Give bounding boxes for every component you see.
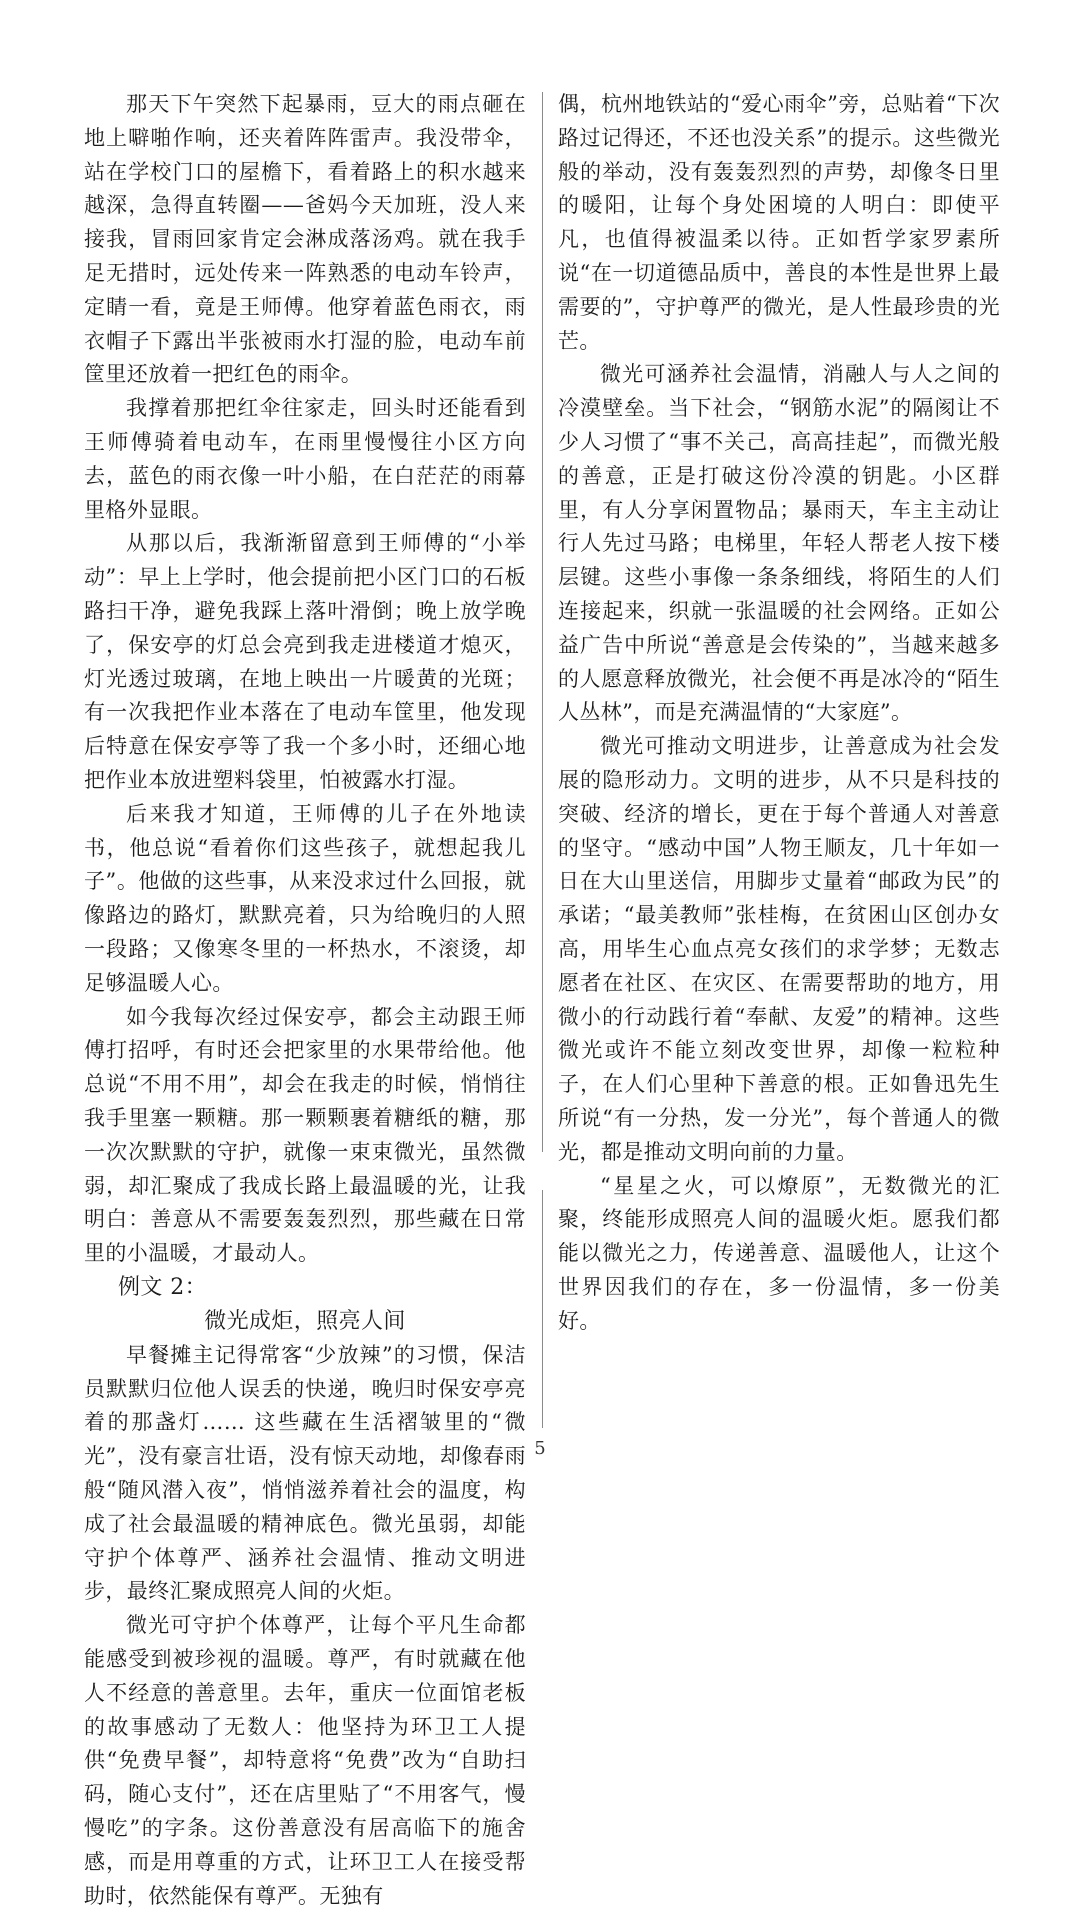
paragraph: 微光可涵养社会温情，消融人与人之间的冷漠壁垒。当下社会，“钢筋水泥”的隔阂让不少人习惯了“事不关己，高高挂起”，而微光般的善意，正是打破这份冷漠的钥匙。小区群里，有人分享闲置物品；暴雨天，车主主动让行人先过马路；电梯里，年轻人帮老人按下楼层键。这些小事像一条条细线，将陌生的人们连接起来，织就一张温暖的社会网络。正如公益广告中所说“善意是会传染的”，当越来越多的人愿意释放微光，社会便不再是冰冷的“陌生人丛林”，而是充满温情的“大家庭”。 [558,362,1000,725]
paragraph: “星星之火，可以燎原”，无数微光的汇聚，终能形成照亮人间的温暖火炬。愿我们都能以微光之力，传递善意、温暖他人，让这个世界因我们的存在，多一份温情，多一份美好。 [558,1173,1000,1333]
column-divider [542,1190,543,1428]
paragraph: 从那以后，我渐渐留意到王师傅的“小举动”：早上上学时，他会提前把小区门口的石板路扫干净，避免我踩上落叶滑倒；晚上放学晚了，保安亭的灯总会亮到我走进楼道才熄灭，灯光透过玻璃，在地上映出一片暖黄的光斑；有一次我把作业本落在了电动车筐里，他发现后特意在保安亭等了我一个多小时，还细心地把作业本放进塑料袋里，怕被露水打湿。 [84,531,526,792]
paragraph: 后来我才知道，王师傅的儿子在外地读书，他总说“看着你们这些孩子，就想起我儿子”。他做的这些事，从来没求过什么回报，就像路边的路灯，默默亮着，只为给晚归的人照一段路；又像寒冬里的一杯热水，不滚烫，却足够温暖人心。 [84,801,526,995]
paragraph: 那天下午突然下起暴雨，豆大的雨点砸在地上噼啪作响，还夹着阵阵雷声。我没带伞，站在学校门口的屋檐下，看着路上的积水越来越深，急得直转圈——爸妈今天加班，没人来接我，冒雨回家肯定会淋成落汤鸡。就在我手足无措时，远处传来一阵熟悉的电动车铃声，定睛一看，竟是王师傅。他穿着蓝色雨衣，雨衣帽子下露出半张被雨水打湿的脸，电动车前筐里还放着一把红色的雨伞。 [84,92,526,387]
right-column [558,88,1000,1338]
paragraph-continuation: 偶，杭州地铁站的“爱心雨伞”旁，总贴着“下次路过记得还，不还也没关系”的提示。这些微光般的举动，没有轰轰烈烈的声势，却像冬日里的暖阳，让每个身处困境的人明白：即使平凡，也值得被温柔以待。正如哲学家罗素所说“在一切道德品质中，善良的本性是世界上最需要的”，守护尊严的微光，是人性最珍贵的光芒。 [558,92,1000,353]
example-label: 例文 2： [118,1274,207,1300]
left-column [84,88,526,1913]
paragraph: 微光可守护个体尊严，让每个平凡生命都能感受到被珍视的温暖。尊严，有时就藏在他人不经意的善意里。去年，重庆一位面馆老板的故事感动了无数人：他坚持为环卫工人提供“免费早餐”，却特意将“免费”改为“自助扫码，随心支付”，还在店里贴了“不用客气，慢慢吃”的字条。这份善意没有居高临下的施舍感，而是用尊重的方式，让环卫工人在接受帮助时，依然能保有尊严。无独有 [84,1613,526,1908]
paragraph: 早餐摊主记得常客“少放辣”的习惯，保洁员默默归位他人误丢的快递，晚归时保安亭亮着的那盏灯…… 这些藏在生活褶皱里的“微光”，没有豪言壮语，没有惊天动地，却像春雨般“随风潜入夜”，悄悄滋养着社会的温度，构成了社会最温暖的精神底色。微光虽弱，却能守护个体尊严、涵养社会温情、推动文明进步，最终汇聚成照亮人间的火炬。 [84,1342,526,1604]
paragraph: 微光可推动文明进步，让善意成为社会发展的隐形动力。文明的进步，从不只是科技的突破、经济的增长，更在于每个普通人对善意的坚守。“感动中国”人物王顺友，几十年如一日在大山里送信，用脚步丈量着“邮政为民”的承诺；“最美教师”张桂梅，在贫困山区创办女高，用毕生心血点亮女孩们的求学梦；无数志愿者在社区、在灾区、在需要帮助的地方，用微小的行动践行着“奉献、友爱”的精神。这些微光或许不能立刻改变世界，却像一粒粒种子，在人们心里种下善意的根。正如鲁迅先生所说“有一分热，发一分光”，每个普通人的微光，都是推动文明向前的力量。 [558,734,1000,1164]
example-title: 微光成炬，照亮人间 [204,1308,406,1334]
page-number: 5 [534,1438,546,1459]
paragraph: 我撑着那把红伞往家走，回头时还能看到王师傅骑着电动车，在雨里慢慢往小区方向去，蓝色的雨衣像一叶小船，在白茫茫的雨幕里格外显眼。 [84,396,526,522]
paragraph: 如今我每次经过保安亭，都会主动跟王师傅打招呼，有时还会把家里的水果带给他。他总说“不用不用”，却会在我走的时候，悄悄往我手里塞一颗糖。那一颗颗裹着糖纸的糖，那一次次默默的守护，就像一束束微光，虽然微弱，却汇聚成了我成长路上最温暖的光，让我明白：善意从不需要轰轰烈烈，那些藏在日常里的小温暖，才最动人。 [84,1004,526,1266]
column-divider [542,92,543,1152]
